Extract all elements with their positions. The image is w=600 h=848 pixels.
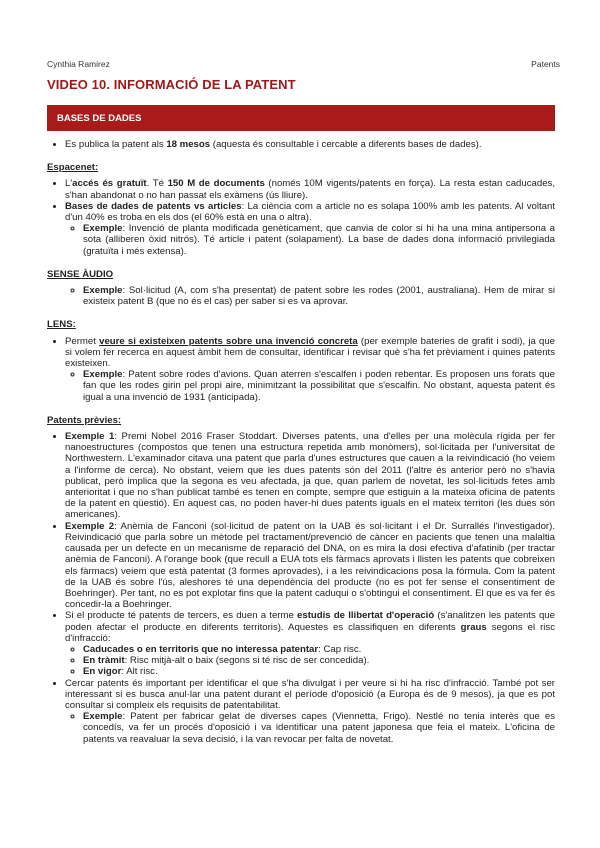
previes-example-3: ◦ Exemple: Patent per fabricar gelat de diverses capes (Viennetta, Frigo). Nestlé no tenia interès que es concedís, va fer un procés d'oposició i va identificar una patent japonesa que feia el mateix. L'oficina de patents va reavaluar la seva decisió, i la van revocar per falta de novetat. — [83, 711, 555, 745]
lens-example: ◦ Exemple: Patent sobre rodes d'avions. Quan aterren s'escalfen i poden rebentar. Es proposen uns forats que fan que les rodes girin pel propi aire, minimitzant la possibilitat que s'escalfin. No obstant, aquesta patent és igual a una invenció de 1931 (anticipada). — [83, 369, 555, 403]
sense-audio-example: ◦ Exemple: Sol·licitud (A, com s'ha presentat) de patent sobre les rodes (2001, australiana). Hem de mirar si existeix patent B (que no és el cas) per saber si es va aprovar. — [83, 285, 555, 307]
previes-example-1: • Exemple 1: Premi Nobel 2016 Fraser Stoddart. Diverses patents, una d'elles per una molècula rígida per fer nanoestructures (compostos que tenen una estructura repetida amb monòmers), sol·licitada per l'universitat de Northwestern. L'examinador citava una patent que parla d'unes estructures que cauen a la reivindicació (ho veiem a l'informe de cerca). No obstant, veiem que les dues patents són del 2011 (l'altre és anterior però no s'havia publicat, però implica que la segona es veu afectada, ja que, quan parlem de novetat, les sol·licituds fetes amb anterioritat i que no s'han publicat també es tenen en compte, sempre que estiguin a la mateixa oficina de patents de la patent en qüestió). En aquest cas, no poden haver-hi dues patents iguals en el mateix territori (les dues són americanes). — [65, 431, 555, 521]
previes-example-2: • Exemple 2: Anèmia de Fanconi (sol·licitud de patent on la UAB és sol·licitant i el Dr. Surrallés l'investigador). Reivindicació que parla sobre un mètode pel tractament/prevenció de càncer en pacients que tenen una malaltia causada per un defecte en un mecanisme de reparació del DNA, on es mira la dosi efectiva d'afatinib (per tractar anèmia de Fanconi). A l'orange book (que recull a EUA tots els fàrmacs aprovats i llisten les patents que cobreixen els fàrmacs) veiem que està patentat (3 formes aprovades), i a les reivindicacions posa la fórmula. Com la patent de la UAB és sobre l'ús, aleshores té una dependència del producte (no es pot fer sense el consentiment de Boehringer). Per tant, no es pot explotar fins que la patent caduqui o s'obtingui el consentiment. El que es va fer és concedir-la a Boehringer. — [65, 521, 555, 611]
subject-name: Patents — [531, 59, 560, 69]
grau-item: ◦ Caducades o en territoris que no interessa patentar: Cap risc. — [83, 644, 555, 655]
content — [47, 139, 555, 745]
grau-item: ◦ En vigor: Alt risc. — [83, 666, 555, 677]
sense-audio-heading: SENSE ÀUDIO — [47, 268, 114, 280]
author-name: Cynthia Ramirez — [47, 59, 110, 69]
grau-item: ◦ En tràmit: Risc mitjà-alt o baix (segons si té risc de ser concedida). — [83, 655, 555, 666]
lens-item: • Permet veure si existeixen patents sobre una invenció concreta (per exemple bateries de grafit i sodi), ja que si volem fer recerca en aquest àmbit hem de consultar, identificar i revisar què s'ha fet prèviament i quines patents existeixen. ◦ Exemple: Patent sobre rodes d'avions. Quan aterren s'escalfen i poden rebentar. Es proposen uns forats que fan que les rodes girin pel propi aire, minimitzant la possibilitat que s'escalfin. No obstant, aquesta patent és igual a una invenció de 1931 (anticipada). — [65, 336, 555, 403]
page-header — [47, 59, 560, 69]
previes-heading: Patents prèvies: — [47, 414, 122, 426]
espacenet-item-access: • L'accés és gratuït. Té 150 M de documents (només 10M vigents/patents en força). La resta estan caducades, s'han abandonat o no han passat els exàmens (ús lliure). — [65, 178, 555, 200]
espacenet-heading: Espacenet: — [47, 162, 99, 174]
previes-tercers: • Si el producte té patents de tercers, es duen a terme estudis de llibertat d'operació (s'analitzen les patents que poden afectar el producte en diferents territoris). Aquestes es classifiquen en diferents graus segons el risc d'infracció: ◦ Caducades o en territoris que no interessa patentar: Cap risc. ◦ En tràmit: Risc mitjà-alt o baix (segons si té risc de ser concedida). ◦ En vigor: Alt risc. — [65, 610, 555, 677]
page-title: VIDEO 10. INFORMACIÓ DE LA PATENT — [47, 77, 296, 92]
previes-cercar: • Cercar patents és important per identificar el que s'ha divulgat i per veure si hi ha risc d'infracció. També pot ser interessant si es busca anul·lar una patent durant el període d'oposició (a Europa és de 9 mesos), ja que es pot consultar si compleix els requisits de patentabilitat. ◦ Exemple: Patent per fabricar gelat de diverses capes (Viennetta, Frigo). Nestlé no tenia interès que es concedís, va fer un procés d'oposició i va identificar una patent japonesa que feia el mateix. L'oficina de patents va reavaluar la seva decisió, i la van revocar per falta de novetat. — [65, 678, 555, 745]
lens-heading: LENS: — [47, 319, 76, 331]
espacenet-item-articles: • Bases de dades de patents vs articles: La ciència com a article no es solapa 100% amb les patents. Al voltant d'un 40% es troba en els dos (el 60% està en una o altra). ◦ Exemple: Invenció de planta modificada genèticament, que canvia de color si hi ha una mina antipersona a sota (alliberen òxid nitrós). Té article i patent (solapament). La base de dades dona informació privilegiada (gratuïta i més extensa). — [65, 201, 555, 257]
intro-item: • Es publica la patent als 18 mesos (aquesta és consultable i cercable a diferents bases de dades). — [65, 139, 555, 150]
section-bar: BASES DE DADES — [47, 105, 555, 131]
espacenet-example: ◦ Exemple: Invenció de planta modificada genèticament, que canvia de color si hi ha una mina antipersona a sota (alliberen òxid nitrós). Té article i patent (solapament). La base de dades dona informació privilegiada (gratuïta i més extensa). — [83, 223, 555, 257]
